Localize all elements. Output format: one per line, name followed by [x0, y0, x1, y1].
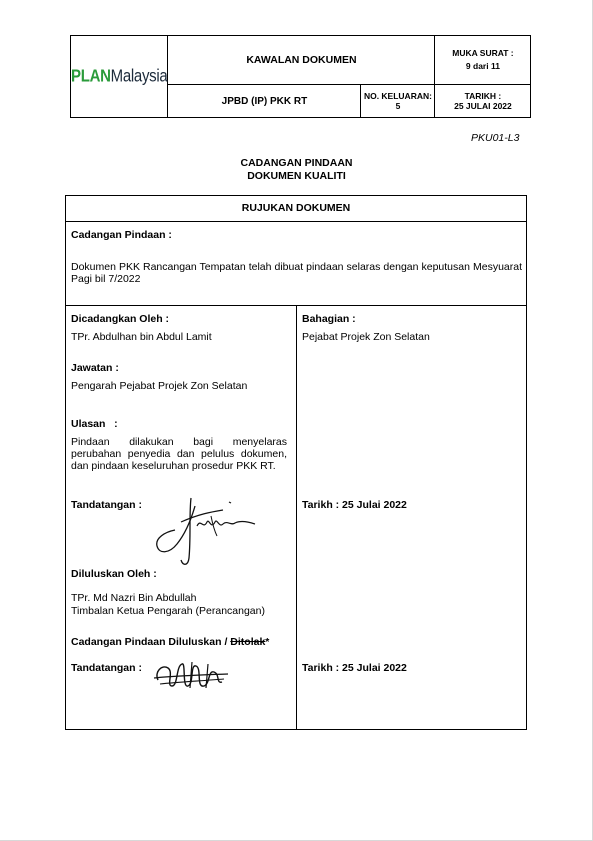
proposer-signature: [151, 496, 261, 568]
logo-cell: [71, 36, 168, 118]
reference-code: PKU01-L3: [471, 132, 520, 144]
document-title-line2: DOKUMEN KUALITI: [247, 170, 346, 182]
keluaran-value: 5: [395, 101, 401, 111]
jawatan-label: Jawatan :: [71, 362, 119, 374]
tarikh-2: Tarikh : 25 Julai 2022: [302, 662, 407, 674]
tandatangan-label-1: Tandatangan :: [71, 499, 142, 511]
document-title: [0, 157, 593, 183]
rujukan-dokumen-heading: RUJUKAN DOKUMEN: [66, 196, 526, 222]
tarikh-label: TARIKH :: [464, 91, 502, 101]
tarikh-value: 25 JULAI 2022: [454, 101, 512, 111]
planmalaysia-logo: PLANMalaysia: [71, 66, 168, 86]
header-title: KAWALAN DOKUMEN: [168, 36, 435, 85]
document-title-line1: CADANGAN PINDAAN: [240, 157, 353, 169]
document-control-header: [70, 35, 531, 118]
keluaran-cell: [361, 85, 435, 118]
dicadangkan-label: Dicadangkan Oleh :: [71, 313, 170, 325]
muka-surat-cell: [435, 36, 531, 85]
tarikh-cell: [435, 85, 531, 118]
jpbd-cell: JPBD (IP) PKK RT: [168, 85, 361, 118]
cadangan-pindaan-label: Cadangan Pindaan :: [71, 229, 172, 241]
amendment-form-table: [65, 195, 527, 730]
keluaran-label: NO. KELUARAN:: [363, 91, 432, 101]
cadangan-diluluskan-text: Cadangan Pindaan Diluluskan /: [71, 636, 231, 648]
cadangan-pindaan-text: Dokumen PKK Rancangan Tempatan telah dibuat pindaan selaras dengan keputusan Mesyuarat Pagi bil 7/2022: [71, 261, 522, 285]
tandatangan-label-2: Tandatangan :: [71, 662, 142, 674]
asterisk: *: [265, 636, 270, 648]
cadangan-pindaan-section: [66, 221, 526, 306]
bahagian-label: Bahagian :: [302, 313, 356, 325]
ulasan-label: Ulasan :: [71, 418, 118, 430]
muka-surat-label: MUKA SURAT :: [452, 48, 514, 58]
ulasan-text: Pindaan dilakukan bagi menyelaras perubahan penyedia dan pelulus dokumen, dan pindaan keseluruhan prosedur PKK RT.: [71, 436, 287, 472]
dicadangkan-value: TPr. Abdulhan bin Abdul Lamit: [71, 331, 212, 343]
cadangan-diluluskan-line: [71, 636, 269, 648]
column-divider: [296, 305, 297, 729]
jawatan-value: Pengarah Pejabat Projek Zon Selatan: [71, 380, 248, 392]
ditolak-struck: Ditolak: [230, 636, 266, 648]
bahagian-value: Pejabat Projek Zon Selatan: [302, 331, 430, 343]
approver-signature: [152, 660, 230, 692]
tarikh-1: Tarikh : 25 Julai 2022: [302, 499, 407, 511]
diluluskan-name: TPr. Md Nazri Bin Abdullah: [71, 592, 197, 604]
muka-surat-value: 9 dari 11: [465, 61, 500, 71]
diluluskan-label: Diluluskan Oleh :: [71, 568, 157, 580]
diluluskan-title: Timbalan Ketua Pengarah (Perancangan): [71, 605, 265, 617]
